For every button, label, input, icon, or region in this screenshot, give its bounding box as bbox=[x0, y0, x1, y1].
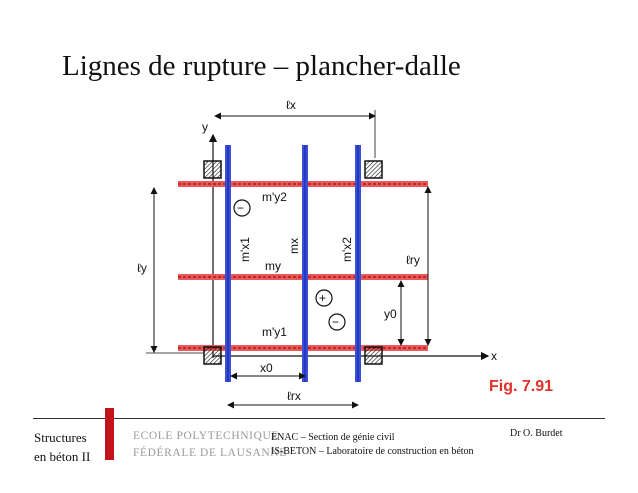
course-line-1: Structures bbox=[34, 430, 87, 445]
label-lry: ℓry bbox=[406, 253, 420, 267]
department-info bbox=[271, 431, 474, 459]
axis-label-x: x bbox=[491, 349, 497, 363]
dimension-lx bbox=[215, 110, 375, 158]
label-lx: ℓx bbox=[286, 98, 296, 112]
label-m-x2: m'x2 bbox=[340, 237, 354, 262]
sign-minus-top: − bbox=[237, 201, 245, 215]
dimension-ly bbox=[146, 188, 204, 353]
label-m-x1: m'x1 bbox=[238, 237, 252, 262]
label-y0: y0 bbox=[384, 307, 397, 321]
sign-minus-bottom: − bbox=[332, 315, 340, 329]
dept-line-2: IS-BETON – Laboratoire de construction en béton bbox=[271, 446, 474, 457]
course-name bbox=[34, 428, 90, 466]
sign-plus: + bbox=[319, 291, 327, 305]
label-m-x: mx bbox=[287, 238, 301, 254]
school-logo-text bbox=[133, 428, 287, 462]
footer-divider bbox=[33, 418, 605, 419]
slide-title: Lignes de rupture – plancher-dalle bbox=[62, 50, 461, 82]
author-name: Dr O. Burdet bbox=[510, 428, 563, 439]
label-m-y1: m'y1 bbox=[262, 325, 287, 339]
label-m-y: my bbox=[265, 259, 281, 273]
footer-red-bar bbox=[105, 408, 114, 460]
label-m-y2: m'y2 bbox=[262, 190, 287, 204]
course-line-2: en béton II bbox=[34, 449, 91, 464]
dept-line-1: ENAC – Section de génie civil bbox=[271, 432, 395, 443]
school-line-2: FÉDÉRALE DE LAUSANNE bbox=[133, 447, 287, 459]
axis-label-y: y bbox=[202, 120, 208, 134]
figure-label: Fig. 7.91 bbox=[489, 378, 554, 395]
label-lrx: ℓrx bbox=[287, 389, 301, 403]
label-x0: x0 bbox=[260, 361, 273, 375]
label-ly: ℓy bbox=[137, 261, 147, 275]
school-line-1: ECOLE POLYTECHNIQUE bbox=[133, 430, 279, 442]
